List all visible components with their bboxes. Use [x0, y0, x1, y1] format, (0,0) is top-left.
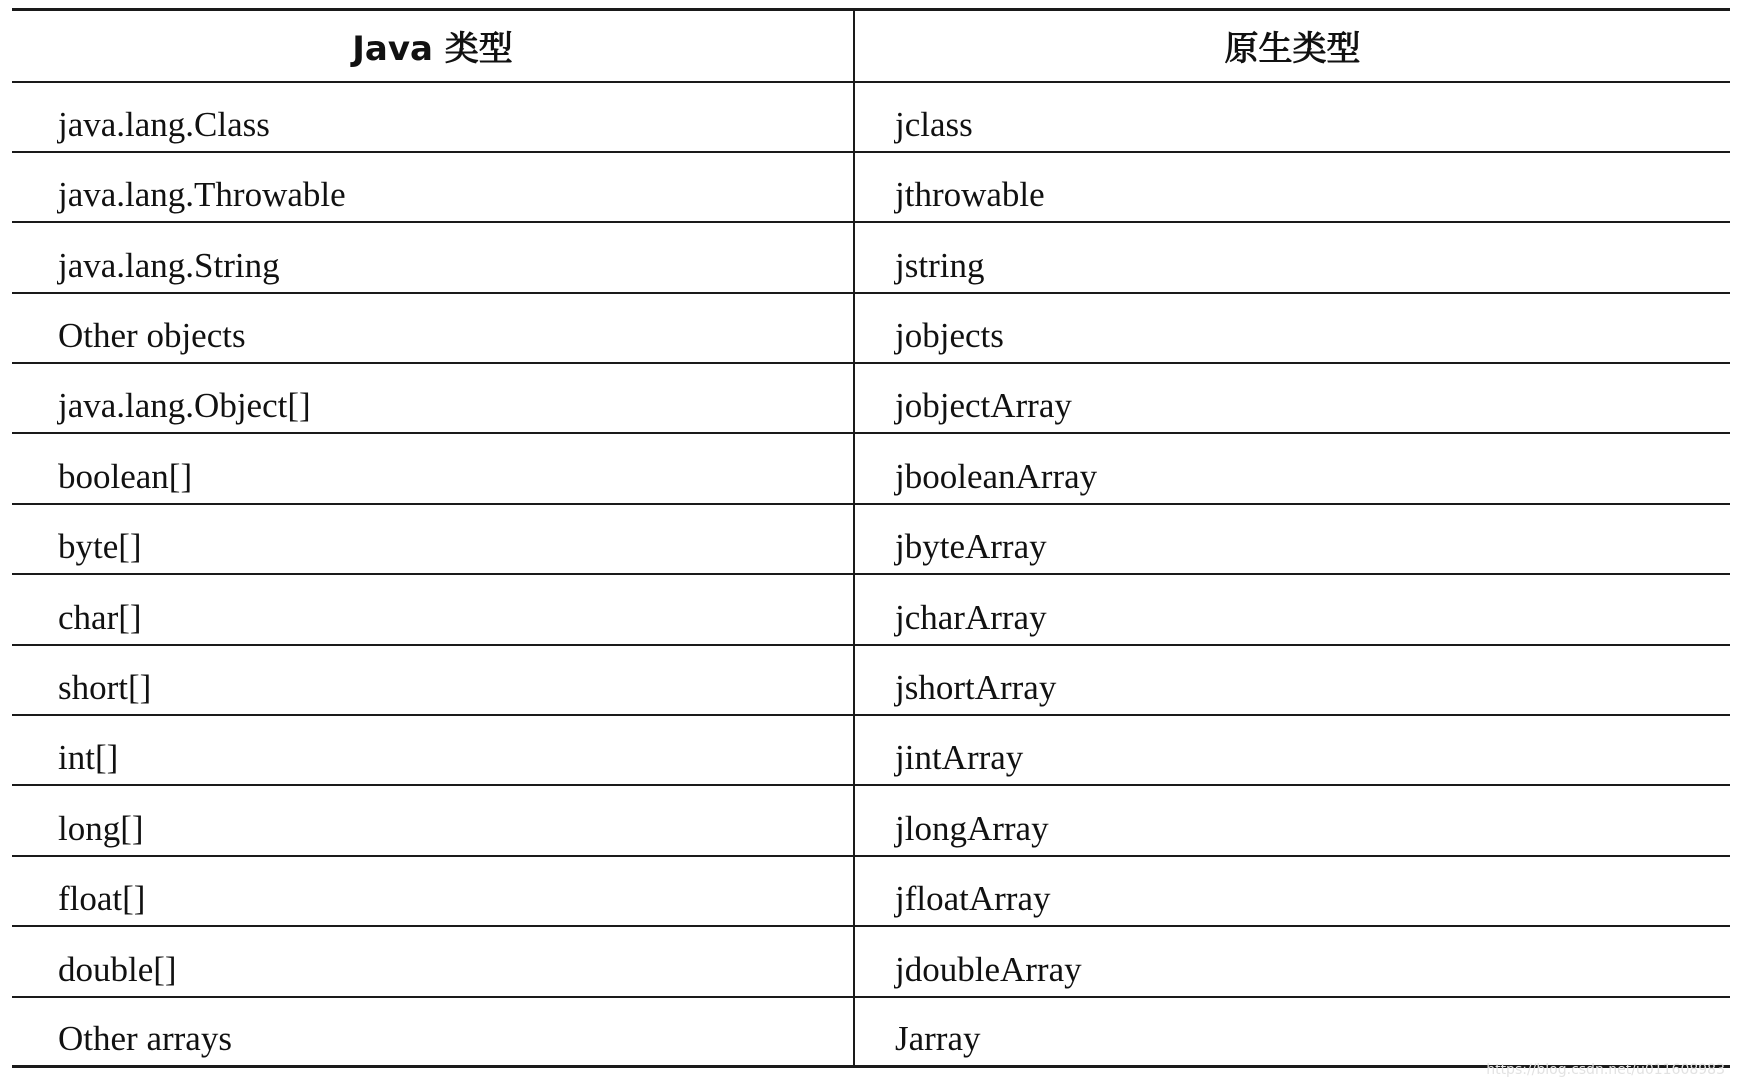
native-type-cell: jlongArray [854, 785, 1730, 855]
java-type-cell: Other arrays [12, 997, 854, 1067]
table-row [12, 856, 1730, 926]
native-type-cell: Jarray [854, 997, 1730, 1067]
table-row [12, 926, 1730, 996]
java-type-cell: boolean[] [12, 433, 854, 503]
table-row [12, 433, 1730, 503]
native-type-cell: jdoubleArray [854, 926, 1730, 996]
native-type-cell: jshortArray [854, 645, 1730, 715]
table-row [12, 222, 1730, 292]
java-type-cell: byte[] [12, 504, 854, 574]
java-type-cell: java.lang.Throwable [12, 152, 854, 222]
java-type-cell: float[] [12, 856, 854, 926]
java-type-cell: Other objects [12, 293, 854, 363]
table-row [12, 363, 1730, 433]
table-row [12, 293, 1730, 363]
native-type-cell: jobjects [854, 293, 1730, 363]
native-type-cell: jcharArray [854, 574, 1730, 644]
table-row [12, 785, 1730, 855]
table-row [12, 82, 1730, 152]
java-type-cell: int[] [12, 715, 854, 785]
native-type-cell: jthrowable [854, 152, 1730, 222]
java-type-header: Java 类型 [12, 10, 854, 82]
java-type-cell: double[] [12, 926, 854, 996]
native-type-cell: jstring [854, 222, 1730, 292]
java-type-cell: java.lang.Class [12, 82, 854, 152]
table-row [12, 574, 1730, 644]
native-type-cell: jfloatArray [854, 856, 1730, 926]
java-type-cell: char[] [12, 574, 854, 644]
type-mapping-table [12, 8, 1730, 1068]
table-row [12, 504, 1730, 574]
table-row [12, 645, 1730, 715]
table-row [12, 152, 1730, 222]
native-type-header: 原生类型 [854, 10, 1730, 82]
java-type-cell: long[] [12, 785, 854, 855]
watermark-text: https://blog.csdn.net/u011608983 [1486, 1062, 1725, 1078]
java-type-cell: java.lang.Object[] [12, 363, 854, 433]
native-type-cell: jintArray [854, 715, 1730, 785]
native-type-cell: jobjectArray [854, 363, 1730, 433]
native-type-cell: jbyteArray [854, 504, 1730, 574]
java-type-cell: java.lang.String [12, 222, 854, 292]
table-header-row [12, 10, 1730, 82]
table-row [12, 997, 1730, 1067]
native-type-cell: jclass [854, 82, 1730, 152]
table-row [12, 715, 1730, 785]
java-type-cell: short[] [12, 645, 854, 715]
native-type-cell: jbooleanArray [854, 433, 1730, 503]
